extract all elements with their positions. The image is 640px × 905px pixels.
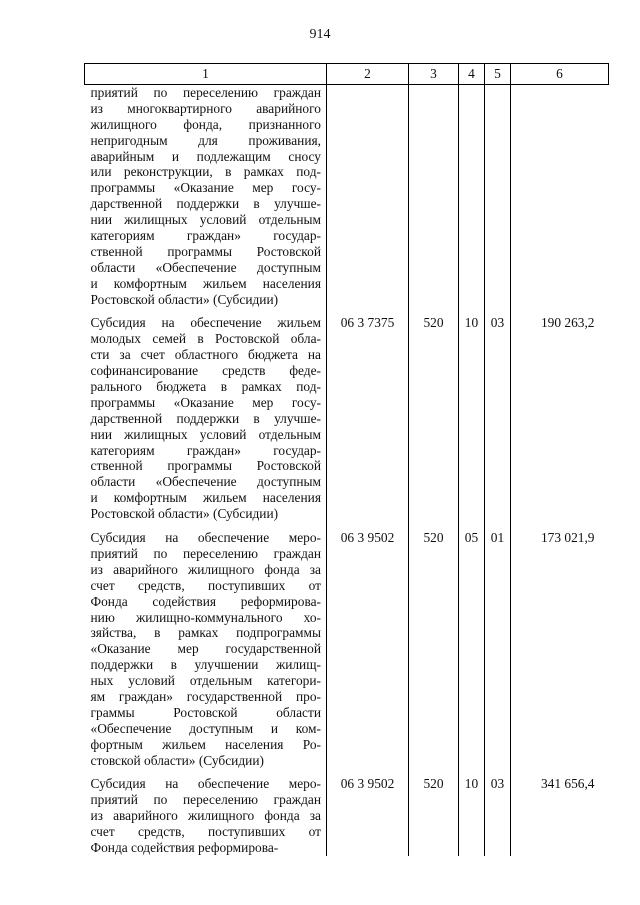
description-line: Субсидия на обеспечение меро- [90,530,321,546]
section-cell [459,85,485,308]
amount-cell: 173 021,9 [511,530,609,768]
spacer-cell [459,768,485,776]
spacer-cell [409,307,459,315]
expense-type-cell: 520 [409,315,459,522]
description-line: Субсидия на обеспечение жильем [90,315,321,331]
description-line: ственной программы Ростовской [90,243,321,259]
section-cell: 05 [459,530,485,768]
expense-type-cell [409,85,459,308]
table-row [85,85,609,308]
spacer-cell [485,522,511,530]
description-line: дарственной поддержки в улучше- [90,410,321,426]
target-article-cell: 06 3 9502 [327,530,409,768]
header-col-2: 2 [327,64,409,85]
table-row [85,530,609,768]
target-article-cell: 06 3 9502 [327,776,409,855]
description-line: области «Обеспечение доступным [90,259,321,275]
amount-cell: 341 656,4 [511,776,609,855]
description-line: Ростовской области» (Субсидии) [90,291,279,307]
spacer-cell [459,522,485,530]
description-line: зяйства, в рамках подпрограммы [90,625,321,641]
spacer-cell [511,522,609,530]
description-line: сти за счет областного бюджета на [90,347,321,363]
table-row [85,776,609,855]
description-line: ственной программы Ростовской [90,458,321,474]
description-line: приятий по переселению граждан [90,85,321,100]
description-line: Субсидия на обеспечение меро- [90,776,321,792]
description-line: нию жилищно-коммунального хо- [90,609,321,625]
spacer-cell [511,768,609,776]
description-cell [85,530,327,768]
header-col-1: 1 [85,64,327,85]
spacer-cell [327,522,409,530]
header-col-5: 5 [485,64,511,85]
spacer-cell [327,307,409,315]
description-line: непригодным для проживания, [90,132,321,148]
description-cell [85,315,327,522]
description-line: приятий по переселению граждан [90,792,321,808]
subsection-cell: 03 [485,776,511,855]
description-line: Фонда содействия реформирова- [90,839,279,855]
spacer-cell [459,307,485,315]
description-line: ных условий отдельным категори- [90,673,321,689]
description-line: или реконструкции, в рамках под- [90,164,321,180]
description-line: категориям граждан» государ- [90,228,321,244]
row-spacer [85,768,609,776]
description-line: счет средств, поступивших от [90,824,321,840]
description-line: нии жилищных условий отдельным [90,212,321,228]
description-line: из аварийного жилищного фонда за [90,561,321,577]
description-line: молодых семей в Ростовской обла- [90,331,321,347]
spacer-cell [85,522,327,530]
subsection-cell: 01 [485,530,511,768]
description-line: аварийным и подлежащим сносу [90,148,321,164]
description-line: области «Обеспечение доступным [90,474,321,490]
description-cell [85,776,327,855]
expense-type-cell: 520 [409,776,459,855]
description-line: «Обеспечение доступным и ком- [90,720,321,736]
description-line: и комфортным жильем населения [90,275,321,291]
spacer-cell [485,768,511,776]
target-article-cell: 06 3 7375 [327,315,409,522]
header-col-3: 3 [409,64,459,85]
spacer-cell [85,768,327,776]
header-col-6: 6 [511,64,609,85]
description-line: из многоквартирного аварийного [90,100,321,116]
spacer-cell [327,768,409,776]
spacer-cell [409,522,459,530]
header-col-4: 4 [459,64,485,85]
description-line: ям граждан» государственной про- [90,688,321,704]
description-cell [85,85,327,308]
budget-table [84,63,609,856]
spacer-cell [485,307,511,315]
spacer-cell [409,768,459,776]
target-article-cell [327,85,409,308]
table-row [85,315,609,522]
amount-cell [511,85,609,308]
description-line: счет средств, поступивших от [90,577,321,593]
description-line: программы «Оказание мер госу- [90,180,321,196]
description-line: дарственной поддержки в улучше- [90,196,321,212]
description-line: жилищного фонда, признанного [90,116,321,132]
page-number: 914 [309,27,331,42]
row-spacer [85,522,609,530]
table-body [85,85,609,856]
spacer-cell [511,307,609,315]
description-line: поддержки в улучшении жилищ- [90,657,321,673]
subsection-cell: 03 [485,315,511,522]
description-line: фортным жильем населения Ро- [90,736,321,752]
description-line: нии жилищных условий отдельным [90,426,321,442]
subsection-cell [485,85,511,308]
description-line: Фонда содействия реформирова- [90,593,321,609]
description-line: граммы Ростовской области [90,704,321,720]
description-line: стовской области» (Субсидии) [90,752,264,768]
row-spacer [85,307,609,315]
description-line: приятий по переселению граждан [90,545,321,561]
description-line: из аварийного жилищного фонда за [90,808,321,824]
section-cell: 10 [459,315,485,522]
description-line: и комфортным жильем населения [90,490,321,506]
description-line: категориям граждан» государ- [90,442,321,458]
amount-cell: 190 263,2 [511,315,609,522]
header-row [85,64,609,85]
expense-type-cell: 520 [409,530,459,768]
description-line: рального бюджета в рамках под- [90,379,321,395]
description-line: «Оказание мер государственной [90,641,321,657]
description-line: софинансирование средств феде- [90,363,321,379]
spacer-cell [85,307,327,315]
description-line: Ростовской области» (Субсидии) [90,506,279,522]
section-cell: 10 [459,776,485,855]
description-line: программы «Оказание мер госу- [90,394,321,410]
